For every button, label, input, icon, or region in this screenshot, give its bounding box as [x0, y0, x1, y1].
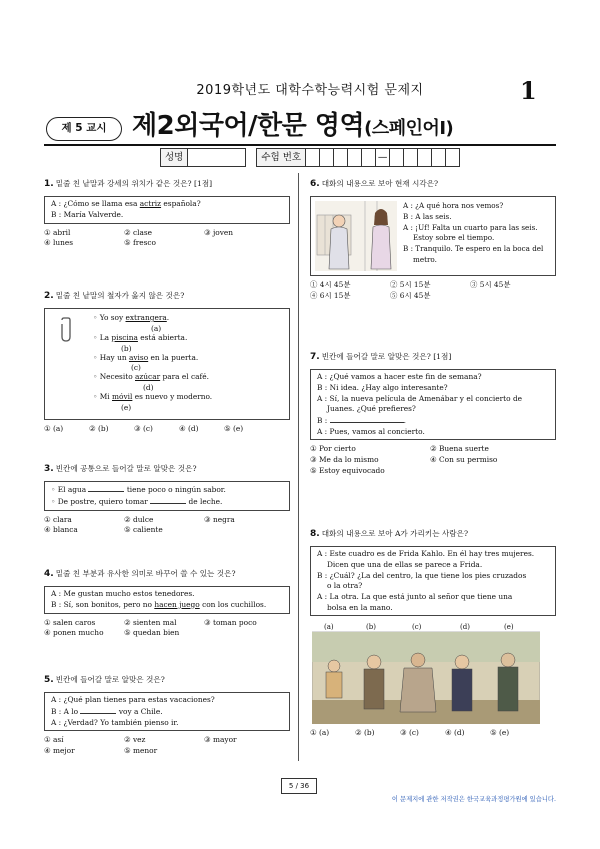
question-8-prompt: 8. 대화의 내용으로 보아 A가 가리키는 사람은? — [310, 529, 469, 539]
id-dash: — — [376, 148, 390, 167]
choice-4[interactable]: ④ (d) — [445, 728, 465, 738]
id-digit-box[interactable] — [404, 148, 418, 167]
choice-2[interactable]: ② (b) — [355, 728, 375, 738]
question-2-choices — [44, 424, 290, 435]
id-digit-box[interactable] — [418, 148, 432, 167]
question-5-prompt: 5. 빈칸에 들어갈 말로 알맞은 것은? — [44, 675, 165, 685]
question-7 — [310, 351, 556, 477]
exam-title-main: 제2외국어/한문 영역 — [132, 111, 365, 141]
question-1-dialogue: A : ¿Cómo se llama esa actriz española? B : María Valverde. — [44, 196, 290, 223]
exam-header-title: 2019학년도 대학수학능력시험 문제지 — [196, 83, 424, 98]
choice-5[interactable]: ⑤ caliente — [124, 525, 163, 535]
question-4-prompt: 4. 밑줄 친 부분과 유사한 의미로 바꾸어 쓸 수 있는 것은? — [44, 569, 236, 579]
choice-3[interactable]: ③ mayor — [204, 735, 237, 745]
id-digit-box[interactable] — [306, 148, 320, 167]
choice-2[interactable]: ② Buena suerte — [430, 444, 489, 454]
question-5 — [44, 674, 290, 757]
question-5-choices — [44, 735, 290, 756]
id-digit-box[interactable] — [320, 148, 334, 167]
choice-1[interactable]: ① Por cierto — [310, 444, 356, 454]
name-label: 성명 — [160, 148, 188, 167]
question-5-dialogue: A : ¿Qué plan tienes para estas vacaciones? B : A lo voy a Chile. A : ¿Verdad? Yo también pienso ir. — [44, 692, 290, 731]
id-digit-box[interactable] — [390, 148, 404, 167]
question-4-choices — [44, 618, 290, 639]
question-6-choices — [310, 280, 556, 301]
question-1-choices — [44, 228, 290, 249]
paperclip-icon — [57, 317, 75, 343]
question-2-prompt: 2. 밑줄 친 낱말의 철자가 옳지 않은 것은? — [44, 291, 185, 301]
choice-4[interactable]: ④ ponen mucho — [44, 628, 104, 638]
name-field[interactable] — [188, 148, 246, 167]
choice-3[interactable]: ③ (c) — [400, 728, 419, 738]
choice-4[interactable]: ④ mejor — [44, 745, 75, 755]
sentence-c: ◦ Hay un aviso en la puerta. — [93, 352, 199, 362]
choice-4[interactable]: ④ lunes — [44, 238, 74, 248]
choice-3[interactable]: ③ toman poco — [204, 617, 257, 627]
frida-kahlo-painting — [312, 622, 540, 724]
question-8 — [310, 528, 556, 739]
choice-5[interactable]: ⑤ fresco — [124, 238, 156, 248]
id-digit-box[interactable] — [432, 148, 446, 167]
choice-4[interactable]: ④ Con su permiso — [430, 455, 498, 465]
choice-4[interactable]: ④ (d) — [179, 424, 199, 434]
id-digit-box[interactable] — [446, 148, 460, 167]
choice-3[interactable]: ③ 5시 45분 — [470, 280, 511, 290]
question-2 — [44, 290, 290, 435]
sentence-d: ◦ Necesito azúcar para el café. — [93, 372, 210, 382]
choice-1[interactable]: ① así — [44, 735, 64, 745]
choice-1[interactable]: ① (a) — [44, 424, 64, 434]
figure-label-a: (a) — [324, 623, 334, 632]
candidate-info-bar — [160, 148, 460, 167]
sentence-e: ◦ Mi móvil es nuevo y moderno. — [93, 391, 213, 401]
question-6 — [310, 178, 556, 302]
question-4-dialogue: A : Me gustan mucho estos tenedores. B : Sí, son bonitos, pero no hacen juego con los cuchillos. — [44, 586, 290, 613]
question-6-dialogue: A : ¿A qué hora nos vemos? B : A las seis. A : ¡Uf! Falta un cuarto para las seis. Estoy sobre el tiempo. B : Tranquilo. Te espero en la boca del metro. — [310, 196, 556, 276]
exam-title — [132, 108, 453, 146]
question-7-dialogue: A : ¿Qué vamos a hacer este fin de semana? B : Ni idea. ¿Hay algo interesante? A : Sí, la nueva película de Amenábar y el concierto de Juanes. ¿Qué prefieres? B : . A : Pues, vamos al concierto. — [310, 369, 556, 440]
id-digit-box[interactable] — [348, 148, 362, 167]
question-4 — [44, 568, 290, 639]
choice-1[interactable]: ① clara — [44, 514, 72, 524]
choice-1[interactable]: ① abril — [44, 227, 71, 237]
question-8-choices — [310, 728, 556, 739]
choice-2[interactable]: ② (b) — [89, 424, 109, 434]
question-1-prompt: 1. 밑줄 친 낱말과 강세의 위치가 같은 것은? [1점] — [44, 179, 213, 189]
choice-2[interactable]: ② vez — [124, 735, 146, 745]
choice-4[interactable]: ④ 6시 15분 — [310, 290, 351, 300]
question-8-dialogue: A : Este cuadro es de Frida Kahlo. En él hay tres mujeres. Dicen que una de ellas se parece a Frida. B : ¿Cuál? ¿La del centro, la que tiene los pies cruzados o la otra? A : La otra. La que está junto al señor que tiene una bolsa en la mano. — [310, 546, 556, 616]
header-rule — [44, 144, 556, 146]
sentence-a: ◦ Yo soy extrangera. — [93, 313, 170, 323]
choice-5[interactable]: ⑤ Estoy equivocado — [310, 465, 385, 475]
question-7-prompt: 7. 빈칸에 들어갈 말로 알맞은 것은? [1점] — [310, 352, 452, 362]
painting-figures-illustration — [312, 622, 540, 724]
question-3-prompt: 3. 빈칸에 공통으로 들어갈 말로 알맞은 것은? — [44, 464, 197, 474]
period-badge: 제 5 교시 — [46, 117, 122, 141]
id-label: 수험 번호 — [256, 148, 306, 167]
choice-2[interactable]: ② 5시 15분 — [390, 280, 431, 290]
figure-label-c: (c) — [412, 623, 422, 632]
choice-5[interactable]: ⑤ menor — [124, 745, 158, 755]
id-digit-box[interactable] — [334, 148, 348, 167]
choice-2[interactable]: ② dulce — [124, 514, 154, 524]
choice-5[interactable]: ⑤ quedan bien — [124, 628, 180, 638]
choice-3[interactable]: ③ (c) — [134, 424, 153, 434]
choice-2[interactable]: ② sienten mal — [124, 617, 177, 627]
choice-3[interactable]: ③ negra — [204, 514, 235, 524]
choice-3[interactable]: ③ joven — [204, 227, 234, 237]
choice-2[interactable]: ② clase — [124, 227, 153, 237]
choice-1[interactable]: ① salen caros — [44, 617, 96, 627]
question-1 — [44, 178, 290, 249]
choice-1[interactable]: ① (a) — [310, 728, 330, 738]
question-7-choices — [310, 444, 556, 476]
copyright-notice: 이 문제지에 관한 저작권은 한국교육과정평가원에 있습니다. — [391, 796, 556, 803]
figure-label-e: (e) — [504, 623, 514, 632]
choice-1[interactable]: ① 4시 45분 — [310, 280, 351, 290]
sentence-b: ◦ La piscina está abierta. — [93, 332, 188, 342]
question-3-choices — [44, 515, 290, 536]
question-3-sentences: ◦ El agua tiene poco o ningún sabor. ◦ De postre, quiero tomar de leche. — [44, 481, 290, 510]
question-3 — [44, 463, 290, 536]
footer-page-indicator: 5 / 36 — [281, 778, 317, 794]
figure-label-d: (d) — [460, 623, 470, 632]
id-digit-box[interactable] — [362, 148, 376, 167]
couple-phone-illustration — [315, 201, 397, 271]
figure-label-b: (b) — [366, 623, 376, 632]
page-number: 1 — [520, 76, 537, 105]
choice-5[interactable]: ⑤ 6시 45분 — [390, 290, 431, 300]
exam-subtitle: (스페인어Ⅰ) — [364, 118, 454, 139]
choice-4[interactable]: ④ blanca — [44, 525, 78, 535]
column-divider — [298, 173, 299, 761]
choice-3[interactable]: ③ Me da lo mismo — [310, 455, 379, 465]
question-2-sentences: ◦ Yo soy extrangera. (a) ◦ La piscina está abierta. (b) ◦ Hay un aviso en la puerta. (c) ◦ Necesito azúcar para el café. (d) ◦ Mi móvil es nuevo y moderno. (e) — [44, 308, 290, 420]
question-6-prompt: 6. 대화의 내용으로 보아 현재 시각은? — [310, 179, 439, 189]
choice-5[interactable]: ⑤ (e) — [224, 424, 244, 434]
choice-5[interactable]: ⑤ (e) — [490, 728, 510, 738]
